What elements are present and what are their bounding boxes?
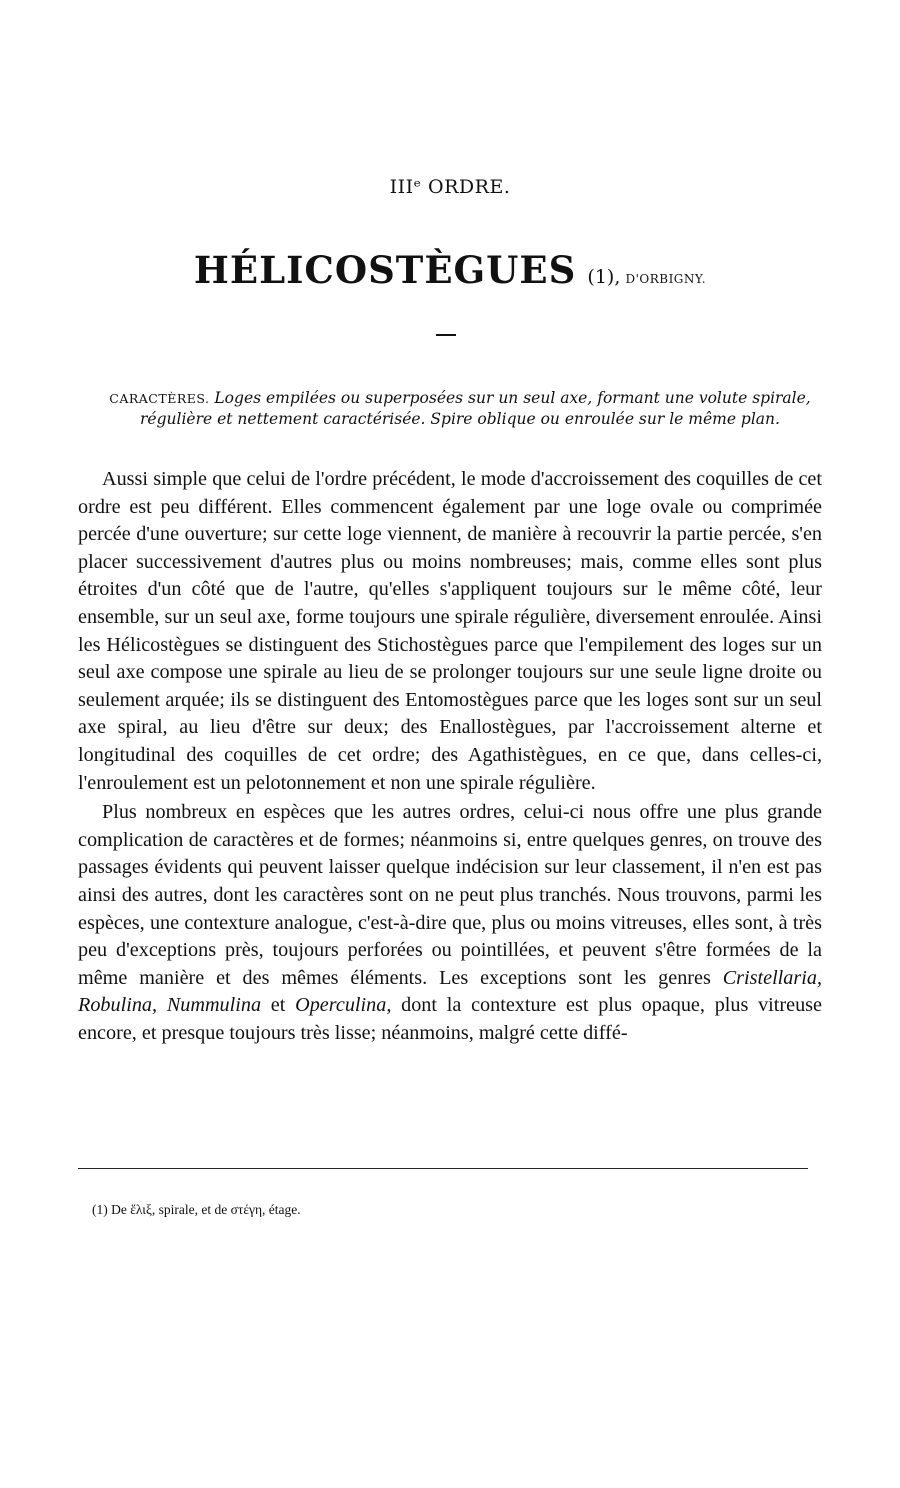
genus-nummulina: Nummulina bbox=[166, 994, 262, 1017]
title-main: HÉLICOSTÈGUES bbox=[193, 248, 577, 292]
paragraph-1: Aussi simple que celui de l'ordre précédent, le mode d'accroissement des coquilles de cet ordre est peu différent. Elles commencent également par une loge ovale ou comprimée percée d'une ouverture; sur cette loge viennent, de manière à recouvrir la partie percée, s'en placer successivement d'autres plus ou moins nombreuses; mais, comme elles sont plus étroites d'un côté que de l'autre, qu'elles s'appliquent toujours sur le même côté, leur ensemble, sur un seul axe, forme toujours une spirale régulière, diversement enroulée. Ainsi les Hélicostègues se distinguent des Stichostègues parce que l'empilement des loges sur un seul axe compose une spirale au lieu de se prolonger toujours sur une seule ligne droite ou seulement arquée; ils se distinguent des Entomostègues parce que les loges sont sur un seul axe spiral, au lieu d'être sur deux; des Enallostègues, par l'accroissement alterne et longitudinal des coquilles de cet ordre; des Agathistègues, en ce que, dans celles-ci, l'enroulement est un pelotonnement et non une spirale régulière. bbox=[78, 468, 822, 794]
title-author: D'ORBIGNY. bbox=[625, 272, 707, 286]
characters-text: Loges empilées ou superposées sur un seul axe, formant une volute spirale, régulière et nettement caractérisée. Spire oblique ou enroulée sur le même plan. bbox=[140, 389, 811, 428]
footnote-rule bbox=[78, 1168, 808, 1169]
genus-cristellaria: Cristellaria, bbox=[722, 966, 822, 989]
characters-label: CARACTÈRES. bbox=[109, 391, 210, 406]
paragraph-2 bbox=[78, 799, 822, 1047]
characters-block bbox=[100, 388, 820, 430]
genus-robulina: Robulina, bbox=[78, 994, 158, 1017]
paragraph-2-start: Plus nombreux en espèces que les autres ordres, celui-ci nous offre une plus grande complication de caractères et de formes; néanmoins si, entre quelques genres, on trouve des passages évidents qui peuvent laisser quelque indécision sur leur classement, il n'en est pas ainsi des autres, dont les caractères sont on ne peut plus tranchés. Nous trouvons, parmi les espèces, une contexture analogue, c'est-à-dire que, plus ou moins vitreuses, elles sont, à très peu d'exceptions près, toujours perforées ou pointillées, et peuvent s'être formées de la même manière et des mêmes éléments. Les exceptions sont les genres bbox=[78, 801, 822, 989]
paragraph-2-end: dont la contexture est plus opaque, plus vitreuse encore, et presque toujours très lisse; néanmoins, malgré cette diffé- bbox=[78, 994, 822, 1044]
page-title bbox=[0, 248, 900, 292]
footnote-reference: (1), bbox=[587, 266, 621, 288]
body-text bbox=[78, 466, 822, 1047]
conjunction: et bbox=[261, 994, 296, 1017]
order-heading: IIIᵉ ORDRE. bbox=[389, 176, 511, 198]
footnote: (1) De ἕλιξ, spirale, et de στέγη, étage. bbox=[92, 1202, 301, 1217]
genus-operculina: Operculina, bbox=[295, 994, 392, 1017]
section-divider bbox=[436, 334, 456, 336]
